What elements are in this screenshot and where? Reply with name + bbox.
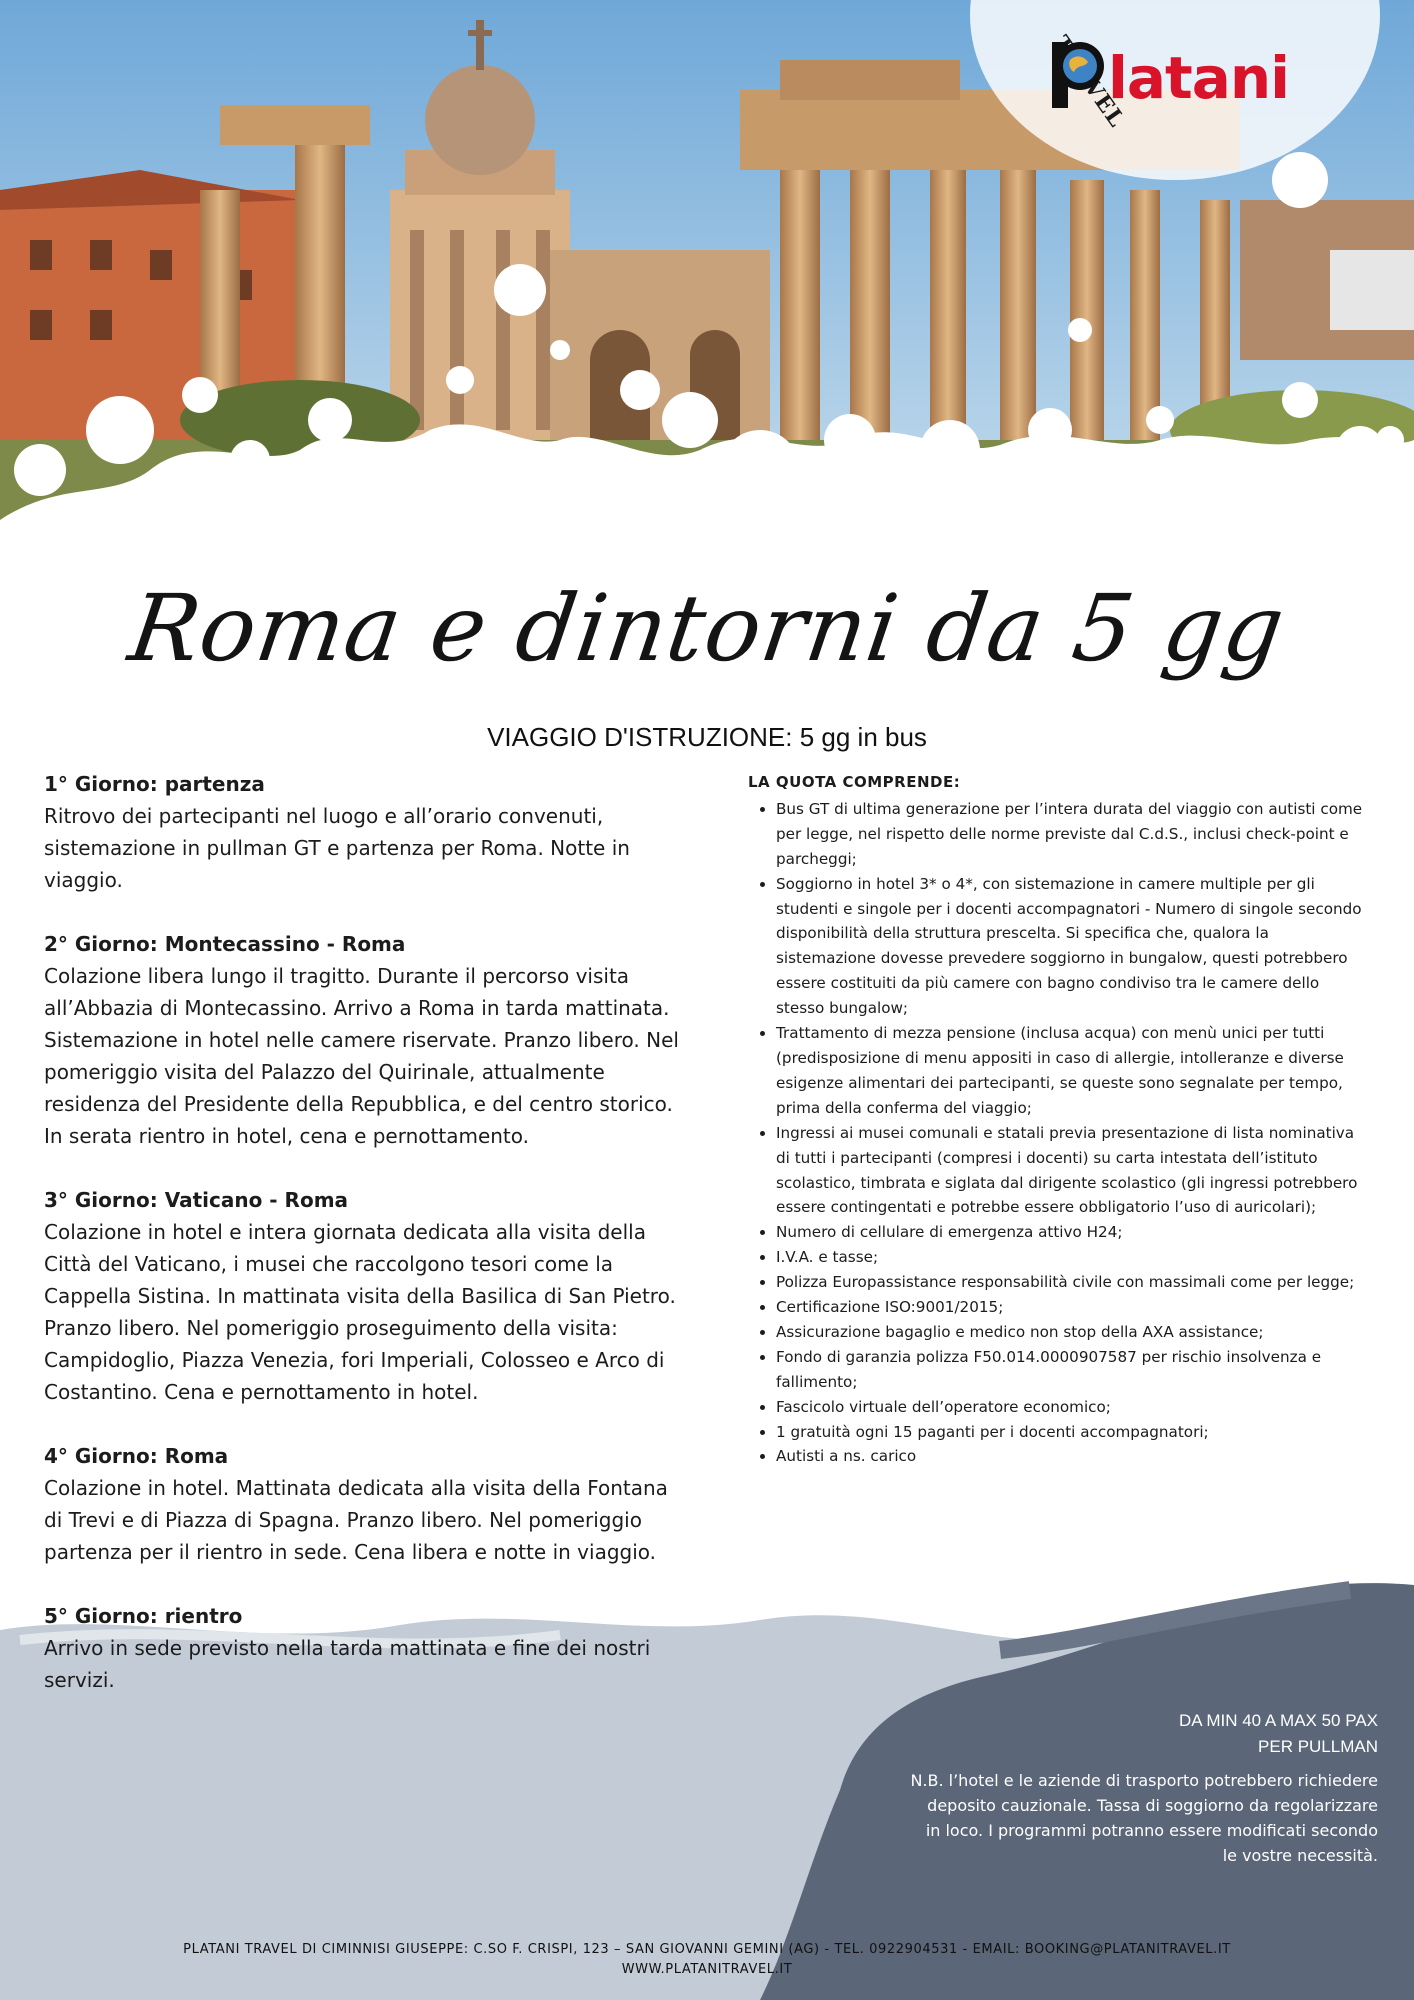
itinerary-day [44, 1600, 684, 1696]
day-title: 3° Giorno: Vaticano - Roma [44, 1188, 349, 1212]
pax-line-2: PER PULLMAN [1258, 1737, 1378, 1756]
list-item: • Trattamento di mezza pensione (inclusa acqua) con menù unici per tutti (predisposizione di menu appositi in caso di allergie, intolleranze e diverse esigenze alimentari dei partecipanti, se queste sono segnalate per tempo, prima della conferma del viaggio; [776, 1021, 1368, 1121]
platani-travel-logo [970, 0, 1380, 190]
page-subtitle: VIAGGIO D'ISTRUZIONE: 5 gg in bus [487, 722, 927, 752]
logo-p-globe-icon [1050, 40, 1106, 110]
logo-wordmark: latani [1108, 44, 1290, 112]
list-item: • Certificazione ISO:9001/2015; [776, 1295, 1368, 1320]
includes-list [748, 797, 1368, 1469]
pax-line-1: DA MIN 40 A MAX 50 PAX [1178, 1711, 1378, 1730]
footer-contacts [0, 1940, 1414, 1980]
day-description: Colazione in hotel e intera giornata dedicata alla visita della Città del Vaticano, i musei che raccolgono tesori come la Cappella Sistina. In mattinata visita della Basilica di San Pietro. Pranzo libero. Nel pomeriggio proseguimento della visita: Campidoglio, Piazza Venezia, fori Imperiali, Colosseo e Arco di Costantino. Cena e pernottamento in hotel. [44, 1220, 676, 1404]
list-item: • Ingressi ai musei comunali e statali previa presentazione di lista nominativa di tutti i partecipanti (compresi i docenti) su carta intestata dell’istituto scolastico, timbrata e siglata dal dirigente scolastico (gli ingressi potrebbero essere contingentati e potrebbe essere obbligatorio l’uso di auricolari); [776, 1121, 1368, 1221]
includes-column [748, 770, 1368, 1469]
day-title: 5° Giorno: rientro [44, 1604, 243, 1628]
nb-note: N.B. l’hotel e le aziende di trasporto potrebbero richiedere deposito cauzionale. Tassa di soggiorno da regolarizzare in loco. I programmi potranno essere modificati secondo le vostre necessità. [910, 1771, 1378, 1865]
itinerary-day [44, 928, 684, 1152]
itinerary-day [44, 768, 684, 896]
list-item: • 1 gratuità ogni 15 paganti per i docenti accompagnatori; [776, 1420, 1368, 1445]
footer-website-link[interactable]: WWW.PLATANITRAVEL.IT [621, 1962, 793, 1977]
includes-heading: LA QUOTA COMPRENDE: [748, 773, 961, 791]
day-description: Colazione libera lungo il tragitto. Durante il percorso visita all’Abbazia di Montecassino. Arrivo a Roma in tarda mattinata. Sistemazione in hotel nelle camere riservate. Pranzo libero. Nel pomeriggio visita del Palazzo del Quirinale, attualmente residenza del Presidente della Repubblica, e del centro storico. In serata rientro in hotel, cena e pernottamento. [44, 964, 679, 1148]
day-title: 4° Giorno: Roma [44, 1444, 229, 1468]
day-title: 1° Giorno: partenza [44, 772, 265, 796]
list-item: • Bus GT di ultima generazione per l’intera durata del viaggio con autisti come per legge, nel rispetto delle norme previste dal C.d.S., inclusi check-point e parcheggi; [776, 797, 1368, 872]
day-title: 2° Giorno: Montecassino - Roma [44, 932, 406, 956]
pax-info [1179, 1708, 1378, 1760]
page-title: Roma e dintorni da 5 gg [122, 575, 1292, 682]
itinerary-day [44, 1184, 684, 1408]
list-item: • Polizza Europassistance responsabilità civile con massimali come per legge; [776, 1270, 1368, 1295]
list-item: • Autisti a ns. carico [776, 1444, 1368, 1469]
day-description: Colazione in hotel. Mattinata dedicata alla visita della Fontana di Trevi e di Piazza di Spagna. Pranzo libero. Nel pomeriggio partenza per il rientro in sede. Cena libera e notte in viaggio. [44, 1476, 668, 1564]
list-item: • I.V.A. e tasse; [776, 1245, 1368, 1270]
footer-address: PLATANI TRAVEL DI CIMINNISI GIUSEPPE: C.SO F. CRISPI, 123 – SAN GIOVANNI GEMINI (AG) - TEL. 0922904531 - EMAIL: BOOKING@PLATANITRAVEL.IT [183, 1942, 1231, 1957]
list-item: • Assicurazione bagaglio e medico non stop della AXA assistance; [776, 1320, 1368, 1345]
itinerary-day [44, 1440, 684, 1568]
list-item: • Fondo di garanzia polizza F50.014.0000907587 per rischio insolvenza e fallimento; [776, 1345, 1368, 1395]
day-description: Arrivo in sede previsto nella tarda mattinata e fine dei nostri servizi. [44, 1636, 651, 1692]
list-item: • Fascicolo virtuale dell’operatore economico; [776, 1395, 1368, 1420]
list-item: • Numero di cellulare di emergenza attivo H24; [776, 1220, 1368, 1245]
day-description: Ritrovo dei partecipanti nel luogo e all’orario convenuti, sistemazione in pullman GT e partenza per Roma. Notte in viaggio. [44, 804, 630, 892]
list-item: • Soggiorno in hotel 3* o 4*, con sistemazione in camere multiple per gli studenti e singole per i docenti accompagnatori - Numero di singole secondo disponibilità della struttura prescelta. Si specifica che, qualora la sistemazione dovesse prevedere soggiorno in bungalow, questi potrebbero essere costituiti da più camere con bagno condiviso tra le camere dello stesso bungalow; [776, 872, 1368, 1021]
